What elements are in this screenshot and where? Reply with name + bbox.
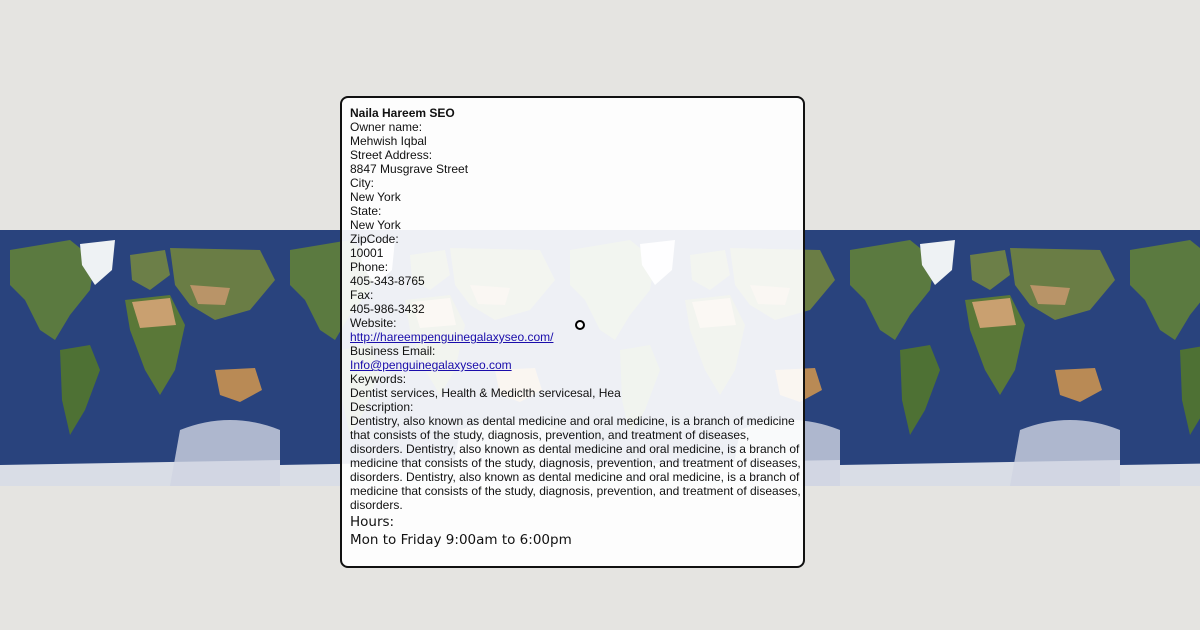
fax-value: 405-986-3432 <box>350 302 425 316</box>
keywords-label: Keywords: <box>350 372 407 386</box>
city-value: New York <box>350 190 401 204</box>
zip-label: ZipCode: <box>350 232 399 246</box>
state-value: New York <box>350 218 401 232</box>
phone-label: Phone: <box>350 260 389 274</box>
keywords-value: Dentist services, Health & Mediclth servicesal, Hea <box>350 386 621 400</box>
owner-label: Owner name: <box>350 120 423 134</box>
business-name: Naila Hareem SEO <box>350 106 455 120</box>
owner-value: Mehwish Iqbal <box>350 134 427 148</box>
website-link[interactable]: http://hareempenguinegalaxyseo.com/ <box>350 330 554 344</box>
state-label: State: <box>350 204 382 218</box>
description-text: Dentistry, also known as dental medicine and oral medicine, is a branch of medicine that consists of the study, diagnosis, prevention, and treatment of diseases, disorders. Dentistry, also known as dental medicine and oral medicine, is a branch of medicine that consists of the study, diagnosis, prevention, and treatment of diseases, disorders. Dentistry, also known as dental medicine and oral medicine, is a branch of medicine that consists of the study, diagnosis, prevention, and treatment of diseases, disorders. <box>350 414 801 512</box>
city-label: City: <box>350 176 374 190</box>
business-info-card <box>340 96 805 568</box>
email-label: Business Email: <box>350 344 436 358</box>
hours-value: Mon to Friday 9:00am to 6:00pm <box>350 532 572 548</box>
website-label: Website: <box>350 316 397 330</box>
street-value: 8847 Musgrave Street <box>350 162 469 176</box>
zip-value: 10001 <box>350 246 384 260</box>
map-marker-icon[interactable] <box>575 320 585 330</box>
fax-label: Fax: <box>350 288 374 302</box>
street-label: Street Address: <box>350 148 433 162</box>
description-label: Description: <box>350 400 414 414</box>
phone-value: 405-343-8765 <box>350 274 425 288</box>
hours-label: Hours: <box>350 514 395 530</box>
email-link[interactable]: Info@penguinegalaxyseo.com <box>350 358 512 372</box>
